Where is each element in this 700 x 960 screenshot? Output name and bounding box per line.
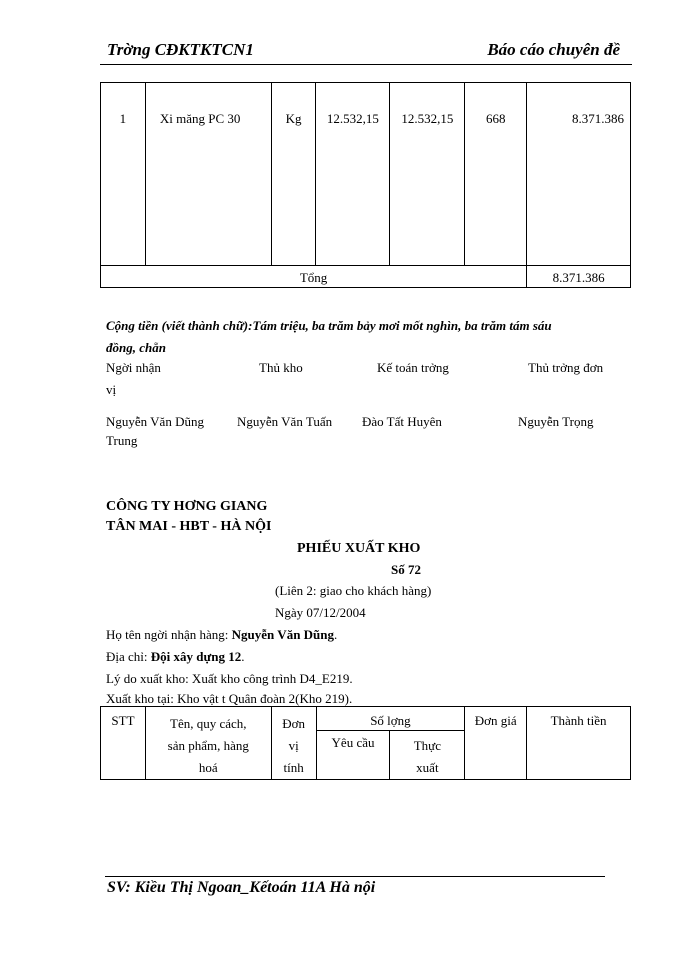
top-goods-table <box>100 82 631 288</box>
total-label: Tổng <box>101 266 527 288</box>
sig-name-3: Đào Tất Huyên <box>362 414 442 429</box>
sig-title-receiver: Ngời nhận <box>106 360 161 375</box>
total-row <box>101 266 631 288</box>
col-qty-actual-line2: xuất <box>416 760 439 775</box>
amount-words-line2: đồng, chẵn <box>106 340 166 355</box>
slip-title: PHIẾU XUẤT KHO <box>297 541 421 556</box>
address-line: Địa chỉ: Đội xây dựng 12. <box>106 649 245 664</box>
col-unit <box>271 707 316 780</box>
header-rule <box>100 64 632 65</box>
col-unit-line2: vị <box>288 738 299 753</box>
col-qty: Số lợng <box>316 707 465 731</box>
cell-qty-request: 12.532,15 <box>316 83 390 266</box>
header-left: Trờng CĐKTKTCN1 <box>107 40 254 59</box>
slip-date: Ngày 07/12/2004 <box>275 605 366 620</box>
warehouse-line: Xuất kho tại: Kho vật t Quân đoàn 2(Kho 219). <box>106 691 353 706</box>
company-name: CÔNG TY HƠNG GIANG <box>106 499 268 514</box>
receiver-value: Nguyễn Văn Dũng <box>231 627 335 642</box>
sig-name-4: Nguyễn Trọng <box>518 414 594 429</box>
sig-title-receiver-cont: vị <box>106 382 117 397</box>
sig-name-2: Nguyễn Văn Tuấn <box>237 414 333 429</box>
address-value: Đội xây dựng 12 <box>150 649 242 664</box>
sig-title-storekeeper: Thủ kho <box>259 360 303 375</box>
receiver-label: Họ tên ngời nhận hàng: <box>106 627 229 642</box>
cell-qty-actual: 12.532,15 <box>390 83 465 266</box>
col-amount: Thành tiền <box>527 707 631 780</box>
col-name-line3: hoá <box>198 760 218 775</box>
sig-title-accountant: Kế toán trởng <box>377 360 449 375</box>
cell-name: Xi măng PC 30 <box>145 83 271 266</box>
sig-name-4-cont: Trung <box>106 433 138 448</box>
table-row <box>101 83 631 266</box>
sig-name-1: Nguyễn Văn Dũng <box>106 414 204 429</box>
col-name-line1: Tên, quy cách, <box>170 716 247 731</box>
cell-price: 668 <box>465 83 527 266</box>
footer-rule <box>105 876 605 877</box>
receiver-line: Họ tên ngời nhận hàng: Nguyễn Văn Dũng. <box>106 627 338 642</box>
address-label: Địa chỉ: <box>106 649 148 664</box>
slip-copy: (Liên 2: giao cho khách hàng) <box>275 583 432 598</box>
col-name <box>145 707 271 780</box>
company-address: TÂN MAI - HBT - HÀ NỘI <box>106 519 272 534</box>
slip-number: Số 72 <box>391 562 421 577</box>
cell-unit: Kg <box>271 83 316 266</box>
slip-goods-table <box>100 706 631 780</box>
col-unit-line3: tính <box>283 760 304 775</box>
col-price: Đơn giá <box>465 707 527 780</box>
footer-text: SV: Kiều Thị Ngoan_Kếtoán 11A Hà nội <box>107 879 376 896</box>
table-header-row <box>101 707 631 731</box>
total-value: 8.371.386 <box>527 266 631 288</box>
reason-line: Lý do xuất kho: Xuất kho công trình D4_E219. <box>106 671 353 686</box>
col-qty-actual-line1: Thực <box>413 738 441 753</box>
col-unit-line1: Đơn <box>282 716 305 731</box>
col-qty-actual <box>390 731 465 780</box>
cell-stt: 1 <box>101 83 146 266</box>
col-stt: STT <box>101 707 146 780</box>
cell-amount: 8.371.386 <box>527 83 631 266</box>
col-name-line2: sản phẩm, hàng <box>167 738 249 753</box>
sig-title-head: Thủ trởng đơn <box>528 360 604 375</box>
header-right: Báo cáo chuyên đề <box>487 40 620 59</box>
amount-words-line1: Cộng tiền (viết thành chữ):Tám triệu, ba trăm bảy mơi mốt nghìn, ba trăm tám sáu <box>106 318 552 333</box>
col-qty-request: Yêu cầu <box>316 731 390 780</box>
